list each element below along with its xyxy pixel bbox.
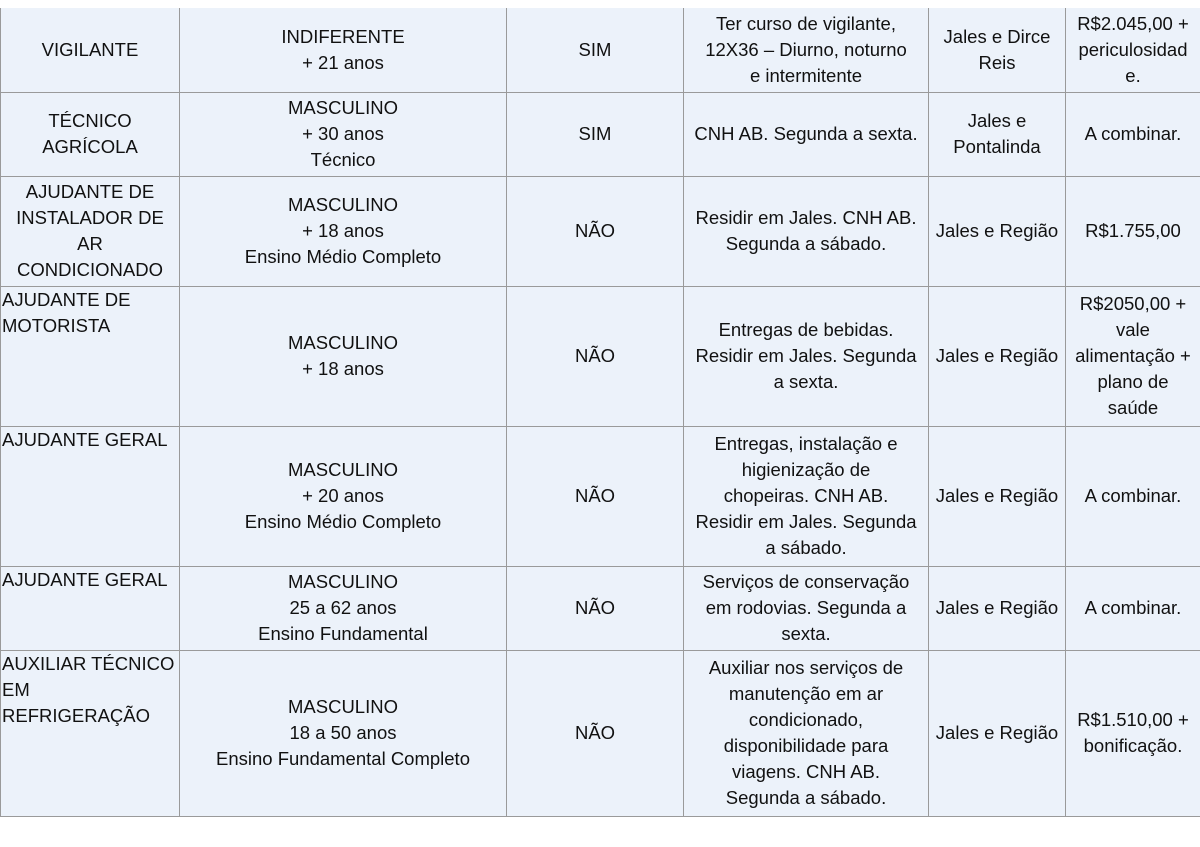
- candidate-profile-line: + 20 anos: [302, 485, 384, 506]
- requirements-line: em rodovias. Segunda a: [705, 597, 907, 618]
- candidate-profile-cell: [180, 650, 507, 816]
- candidate-profile-cell: [180, 286, 507, 426]
- location-cell: [929, 8, 1066, 92]
- salary-cell: [1066, 286, 1200, 426]
- table-row: [1, 92, 1200, 176]
- salary-cell: [1066, 566, 1200, 650]
- job-table-body: [1, 8, 1200, 816]
- pcd-cell: SIM: [507, 8, 684, 92]
- location-cell: [929, 286, 1066, 426]
- candidate-profile-line: INDIFERENTE: [281, 25, 405, 47]
- salary-line: saúde: [1107, 397, 1159, 418]
- candidate-profile-line: 18 a 50 anos: [289, 722, 397, 743]
- job-title-line: EM: [2, 678, 30, 700]
- requirements-line: a sexta.: [773, 371, 839, 392]
- requirements-line: 12X36 – Diurno, noturno: [705, 38, 907, 60]
- requirements-line: manutenção em ar: [728, 683, 884, 704]
- pcd-cell: NÃO: [507, 650, 684, 816]
- candidate-profile-cell: [180, 8, 507, 92]
- table-row: [1, 650, 1200, 816]
- salary-line: R$1.510,00 +: [1077, 709, 1189, 730]
- job-title-cell: [1, 566, 180, 650]
- requirements-line: Segunda a sábado.: [725, 787, 887, 808]
- job-title-line: AJUDANTE GERAL: [2, 428, 168, 450]
- candidate-profile-line: Ensino Fundamental: [258, 623, 428, 644]
- requirements-line: viagens. CNH AB.: [731, 761, 881, 782]
- candidate-profile-line: + 21 anos: [302, 51, 384, 73]
- salary-cell: [1066, 8, 1200, 92]
- requirements-line: chopeiras. CNH AB.: [723, 485, 889, 506]
- job-title-cell: [1, 650, 180, 816]
- pcd-cell: NÃO: [507, 286, 684, 426]
- candidate-profile-line: + 18 anos: [302, 220, 384, 241]
- location-cell: [929, 176, 1066, 286]
- location-line: Jales e Região: [935, 345, 1059, 366]
- candidate-profile-line: MASCULINO: [288, 696, 398, 717]
- requirements-line: Segunda a sábado.: [725, 233, 887, 254]
- requirements-cell: [684, 92, 929, 176]
- candidate-profile-line: Ensino Médio Completo: [244, 511, 442, 532]
- requirements-line: Residir em Jales. Segunda: [695, 511, 917, 532]
- job-title-line: MOTORISTA: [2, 314, 111, 336]
- location-line: Jales e Região: [935, 722, 1059, 743]
- job-title-line: AR: [77, 233, 103, 254]
- job-title-line: AJUDANTE DE: [25, 181, 155, 202]
- location-cell: [929, 566, 1066, 650]
- location-line: Jales e Região: [935, 220, 1059, 241]
- table-row: [1, 286, 1200, 426]
- job-title-line: AJUDANTE DE: [2, 288, 131, 310]
- location-line: Jales e Região: [935, 485, 1059, 506]
- candidate-profile-cell: [180, 176, 507, 286]
- salary-line: vale: [1116, 319, 1150, 340]
- salary-cell: [1066, 176, 1200, 286]
- requirements-cell: [684, 426, 929, 566]
- candidate-profile-line: + 30 anos: [302, 123, 384, 144]
- requirements-line: Entregas de bebidas.: [718, 319, 894, 340]
- candidate-profile-line: MASCULINO: [288, 332, 398, 353]
- salary-line: A combinar.: [1084, 123, 1182, 144]
- job-title-cell: [1, 286, 180, 426]
- requirements-line: Residir em Jales. Segunda: [695, 345, 917, 366]
- job-title-line: AGRÍCOLA: [42, 136, 138, 157]
- location-cell: [929, 426, 1066, 566]
- job-title-cell: [1, 92, 180, 176]
- job-title-line: VIGILANTE: [41, 38, 139, 60]
- job-title-line: AJUDANTE GERAL: [2, 568, 168, 590]
- requirements-cell: [684, 176, 929, 286]
- table-row: [1, 8, 1200, 92]
- job-title-cell: [1, 8, 180, 92]
- candidate-profile-line: MASCULINO: [288, 571, 398, 592]
- salary-line: A combinar.: [1084, 597, 1182, 618]
- salary-line: R$1.755,00: [1085, 220, 1181, 241]
- job-title-cell: [1, 426, 180, 566]
- job-title-line: CONDICIONADO: [17, 259, 163, 280]
- job-title-line: REFRIGERAÇÃO: [2, 704, 151, 726]
- requirements-line: e intermitente: [749, 64, 863, 86]
- table-row: [1, 426, 1200, 566]
- job-title-line: INSTALADOR DE: [16, 207, 164, 228]
- salary-line: plano de: [1097, 371, 1169, 392]
- requirements-cell: [684, 650, 929, 816]
- salary-line: R$2050,00 +: [1079, 293, 1187, 314]
- candidate-profile-line: + 18 anos: [302, 358, 384, 379]
- candidate-profile-cell: [180, 426, 507, 566]
- requirements-line: Residir em Jales. CNH AB.: [695, 207, 917, 228]
- salary-line: periculosidad: [1078, 38, 1188, 60]
- pcd-cell: NÃO: [507, 426, 684, 566]
- job-title-cell: [1, 176, 180, 286]
- candidate-profile-cell: [180, 92, 507, 176]
- candidate-profile-line: MASCULINO: [288, 459, 398, 480]
- pcd-cell: NÃO: [507, 566, 684, 650]
- salary-line: R$2.045,00 +: [1077, 12, 1189, 34]
- job-table: [0, 8, 1200, 817]
- location-cell: [929, 650, 1066, 816]
- requirements-line: Serviços de conservação: [702, 571, 910, 592]
- requirements-cell: [684, 566, 929, 650]
- requirements-cell: [684, 286, 929, 426]
- requirements-line: a sábado.: [765, 537, 847, 558]
- candidate-profile-line: Ensino Médio Completo: [244, 246, 442, 267]
- salary-cell: [1066, 92, 1200, 176]
- salary-cell: [1066, 426, 1200, 566]
- candidate-profile-line: 25 a 62 anos: [289, 597, 397, 618]
- requirements-line: Ter curso de vigilante,: [716, 12, 896, 34]
- requirements-line: Entregas, instalação e: [714, 433, 898, 454]
- location-cell: [929, 92, 1066, 176]
- table-row: [1, 566, 1200, 650]
- candidate-profile-cell: [180, 566, 507, 650]
- candidate-profile-line: MASCULINO: [288, 194, 398, 215]
- salary-line: e.: [1125, 64, 1141, 86]
- requirements-cell: [684, 8, 929, 92]
- salary-line: bonificação.: [1083, 735, 1183, 756]
- location-line: Pontalinda: [953, 136, 1041, 157]
- requirements-line: condicionado,: [748, 709, 864, 730]
- candidate-profile-line: Ensino Fundamental Completo: [215, 748, 470, 769]
- pcd-cell: NÃO: [507, 176, 684, 286]
- requirements-line: sexta.: [781, 623, 831, 644]
- requirements-line: disponibilidade para: [723, 735, 889, 756]
- candidate-profile-line: Técnico: [310, 149, 376, 170]
- salary-line: alimentação +: [1075, 345, 1191, 366]
- job-title-line: AUXILIAR TÉCNICO: [2, 652, 175, 674]
- location-line: Jales e Dirce: [943, 25, 1051, 47]
- requirements-line: Auxiliar nos serviços de: [708, 657, 904, 678]
- table-row: [1, 176, 1200, 286]
- requirements-line: CNH AB. Segunda a sexta.: [694, 123, 918, 144]
- requirements-line: higienização de: [741, 459, 871, 480]
- candidate-profile-line: MASCULINO: [288, 97, 398, 118]
- location-line: Jales e: [967, 110, 1027, 131]
- location-line: Reis: [978, 51, 1016, 73]
- pcd-cell: SIM: [507, 92, 684, 176]
- salary-cell: [1066, 650, 1200, 816]
- salary-line: A combinar.: [1084, 485, 1182, 506]
- job-title-line: TÉCNICO: [48, 110, 132, 131]
- location-line: Jales e Região: [935, 597, 1059, 618]
